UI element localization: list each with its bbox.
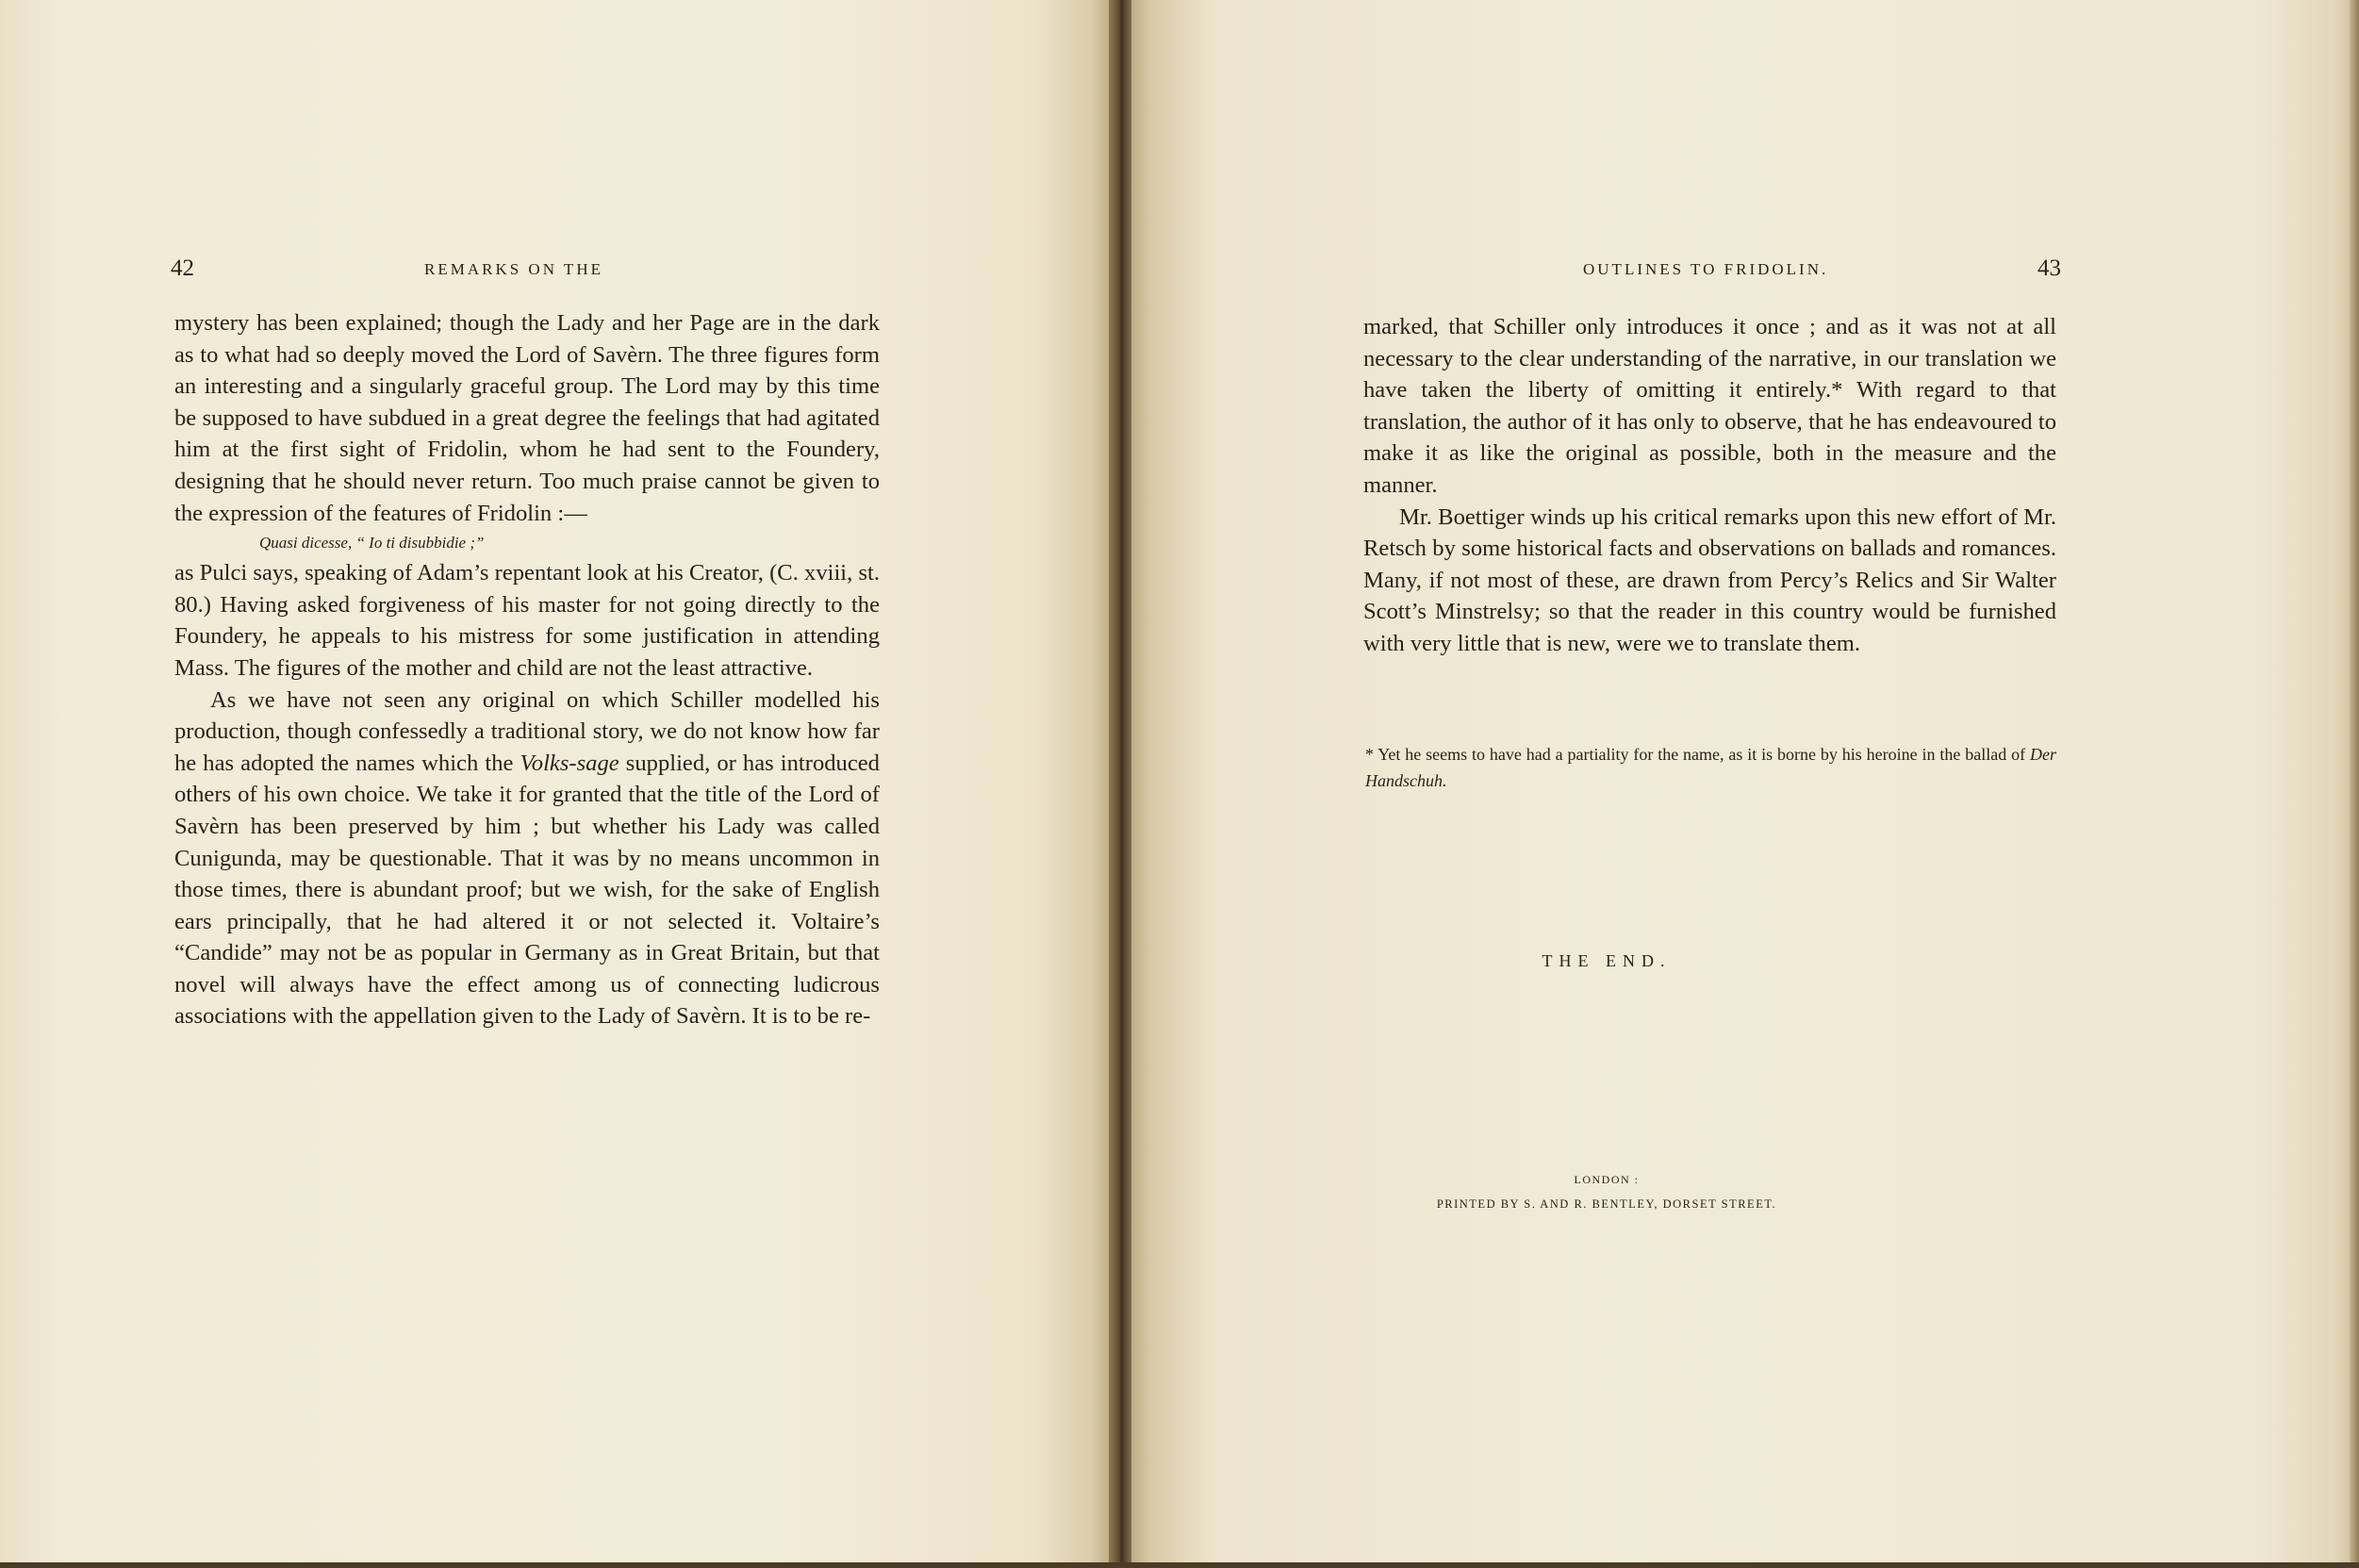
footnote (1365, 741, 2056, 794)
book-gutter (1109, 0, 1131, 1568)
imprint-city: LONDON : (1574, 1173, 1640, 1186)
footnote-italic-title: Der Handschuh. (1365, 745, 2057, 790)
book-edge (2350, 0, 2359, 1568)
book-bottom-edge (0, 1562, 2359, 1568)
right-paragraph-2: Mr. Boettiger winds up his critical remarks upon this new effort of Mr. Retsch by some historical facts and observations on ballads and romances. Many, if not most of these, are drawn from Percy’s Relics and Sir Walter Scott’s Minstrelsy; so that the reader in this country would be furnished with very little that is new, were we to translate them. (1363, 503, 2056, 656)
left-body-text (174, 307, 880, 1032)
right-page (1126, 0, 2359, 1568)
page-number-left: 42 (171, 256, 194, 281)
page-number-right: 43 (2037, 256, 2061, 281)
volkssage-italic: Volks-sage (520, 750, 619, 776)
pulci-quotation: Quasi dicesse, “ Io ti disubbidie ;” (259, 534, 485, 553)
running-head-right: OUTLINES TO FRIDOLIN. (1583, 260, 1829, 278)
left-paragraph-3-end: supplied, or has introduced others of his own choice. We take it for granted that the title of the Lord of Savèrn has been preserved by him ; but whether his Lady was called Cunigunda, may be questionable. That it was by no means uncommon in those times, there is abundant proof; but we wish, for the sake of English ears principally, that he had altered it or not selected it. Voltaire’s “Candide” may not be as popular in Germany as in Great Britain, but that novel will always have the effect among us of connecting ludicrous associations with the appellation given to the Lady of Savèrn. It is to be re- (174, 750, 880, 1030)
left-paragraph-3 (174, 685, 880, 1033)
running-head-left: REMARKS ON THE (424, 260, 603, 278)
footnote-text: * Yet he seems to have had a partiality for the name, as it is borne by his heroine in the ballad of (1365, 745, 2026, 764)
imprint-printer: PRINTED BY S. AND R. BENTLEY, DORSET STREET. (1436, 1197, 1777, 1211)
right-paragraph-1: marked, that Schiller only introduces it once ; and as it was not at all necessary to the clear understanding of the narrative, in our translation we have taken the liberty of omitting it entirely.* With regard to that translation, the author of it has only to observe, that he has endeavoured to make it as like the original as possible, both in the measure and the manner. (1363, 314, 2056, 498)
the-end-label: THE END. (1542, 951, 1672, 970)
left-paragraph-3-start: As we have not seen any original on which Schiller modelled his production, though confessedly a traditional story, we do not know how far he has adopted the names which the (174, 686, 880, 776)
left-paragraph-1: mystery has been explained; though the Lady and her Page are in the dark as to what had so deeply moved the Lord of Savèrn. The three figures form an interesting and a singularly graceful group. The Lord may by this time be supposed to have subdued in a great degree the feelings that had agitated him at the first sight of Fridolin, whom he had sent to the Foundery, designing that he should never return. Too much praise cannot be given to the expression of the features of Fridolin :— (174, 310, 880, 526)
left-page (0, 0, 1114, 1568)
left-paragraph-2: as Pulci says, speaking of Adam’s repentant look at his Creator, (C. xviii, st. 80.) Having asked forgiveness of his master for not going directly to the Foundery, he appeals to his mistress for some justification in attending Mass. The figures of the mother and child are not the least attractive. (174, 560, 880, 681)
right-body-text (1363, 311, 2056, 660)
